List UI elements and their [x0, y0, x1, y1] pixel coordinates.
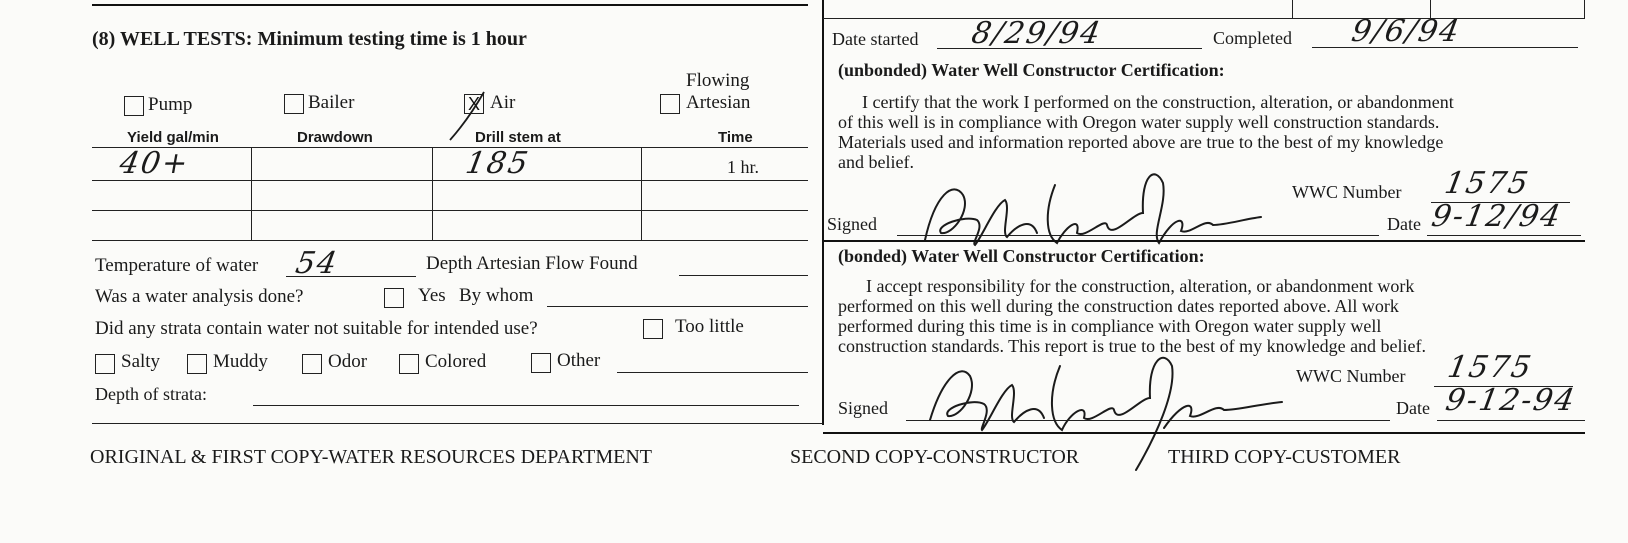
col-drill-stem-header: Drill stem at	[475, 129, 561, 146]
footer-copy-2: SECOND COPY-CONSTRUCTOR	[790, 446, 1080, 468]
bonded-line1: I accept responsibility for the construction, alteration, or abandonment work	[866, 276, 1415, 296]
depth-strata-label: Depth of strata:	[95, 384, 207, 404]
bonded-line2: performed on this well during the construction dates reported above. All work	[838, 296, 1399, 316]
air-label: Air	[490, 92, 516, 113]
footer-copy-1: ORIGINAL & FIRST COPY-WATER RESOURCES DEPARTMENT	[90, 446, 653, 468]
too-little-label: Too little	[675, 316, 744, 337]
bonded-wwc-value: 1575	[1444, 350, 1536, 385]
time-value: 1 hr.	[727, 157, 760, 177]
other-checkbox[interactable]	[531, 353, 551, 373]
analysis-label: Was a water analysis done?	[95, 286, 304, 307]
salty-label: Salty	[121, 351, 161, 372]
col-yield-header: Yield gal/min	[127, 129, 219, 146]
unbonded-line2: of this well is in compliance with Oregon water supply well construction standards.	[838, 112, 1440, 132]
unbonded-line3: Materials used and information reported above are true to the best of my knowledge	[838, 132, 1444, 152]
unbonded-signed-label: Signed	[827, 214, 878, 234]
col-time-header: Time	[718, 129, 753, 146]
bottom-border-left	[92, 423, 823, 424]
bonded-date-value: 9-12-94	[1442, 383, 1579, 418]
date-started-label: Date started	[832, 29, 919, 49]
pump-checkbox[interactable]	[124, 96, 144, 116]
odor-label: Odor	[328, 351, 368, 372]
center-divider	[822, 0, 824, 425]
colored-label: Colored	[425, 351, 487, 372]
too-little-checkbox[interactable]	[643, 319, 663, 339]
other-label: Other	[557, 350, 601, 371]
other-blank	[617, 372, 808, 373]
colored-checkbox[interactable]	[399, 354, 419, 374]
by-whom-label: By whom	[459, 285, 534, 306]
strata-question: Did any strata contain water not suitable for intended use?	[95, 318, 538, 339]
col-drawdown-header: Drawdown	[297, 129, 373, 146]
bonded-wwc-label: WWC Number	[1296, 366, 1406, 386]
by-whom-blank	[547, 306, 808, 307]
top-border-left	[92, 4, 808, 6]
unbonded-heading: (unbonded) Water Well Constructor Certification:	[838, 60, 1225, 80]
muddy-checkbox[interactable]	[187, 354, 207, 374]
top-box-bottom	[823, 18, 1585, 19]
odor-checkbox[interactable]	[302, 354, 322, 374]
flowing-label-line1: Flowing	[686, 70, 750, 91]
unbonded-date-blank	[1427, 235, 1581, 236]
top-box-div-3	[1584, 0, 1585, 18]
bailer-label: Bailer	[308, 92, 355, 113]
unbonded-date-label: Date	[1387, 214, 1421, 234]
table-line-1	[92, 147, 808, 148]
flowing-label-line2: Artesian	[686, 92, 751, 113]
depth-artesian-label: Depth Artesian Flow Found	[426, 253, 638, 274]
completed-label: Completed	[1213, 28, 1292, 48]
completed-value: 9/6/94	[1348, 14, 1464, 49]
table-col-2	[432, 147, 433, 240]
air-checkbox[interactable]: X	[464, 94, 484, 114]
bailer-checkbox[interactable]	[284, 94, 304, 114]
bonded-date-blank	[1437, 420, 1585, 421]
bonded-line3: performed during this time is in compliance with Oregon water supply well	[838, 316, 1382, 336]
unbonded-wwc-value: 1575	[1441, 166, 1533, 201]
table-col-3	[641, 147, 642, 240]
yes-label: Yes	[418, 285, 446, 306]
bonded-heading: (bonded) Water Well Constructor Certification:	[838, 246, 1205, 266]
footer-copy-3: THIRD COPY-CUSTOMER	[1168, 446, 1401, 468]
unbonded-signature	[905, 155, 1275, 260]
temperature-value: 54	[292, 246, 342, 281]
bottom-border-right	[823, 432, 1585, 434]
yield-value: 40+	[116, 146, 193, 181]
muddy-label: Muddy	[213, 351, 268, 372]
unbonded-line1: I certify that the work I performed on the construction, alteration, or abandonment	[862, 92, 1454, 112]
pump-label: Pump	[148, 94, 193, 115]
depth-artesian-blank	[679, 275, 808, 276]
bonded-line4: construction standards. This report is true to the best of my knowledge and belief.	[838, 336, 1427, 356]
bonded-signed-label: Signed	[838, 398, 889, 418]
date-started-value: 8/29/94	[968, 16, 1105, 51]
table-col-1	[251, 147, 252, 240]
salty-checkbox[interactable]	[95, 354, 115, 374]
table-line-4	[92, 240, 808, 241]
temperature-label: Temperature of water	[95, 255, 259, 276]
table-line-3	[92, 210, 808, 211]
analysis-yes-checkbox[interactable]	[384, 288, 404, 308]
bonded-date-label: Date	[1396, 398, 1430, 418]
unbonded-date-value: 9-12/94	[1428, 199, 1565, 234]
table-line-2	[92, 180, 808, 181]
top-box-div-1	[1292, 0, 1293, 18]
well-tests-heading: (8) WELL TESTS: Minimum testing time is 1 hour	[92, 28, 527, 50]
unbonded-wwc-label: WWC Number	[1292, 182, 1402, 202]
drill-stem-value: 185	[462, 146, 533, 181]
flowing-artesian-checkbox[interactable]	[660, 94, 680, 114]
unbonded-line4: and belief.	[838, 152, 914, 172]
cert-divider	[823, 240, 1585, 242]
depth-strata-blank	[253, 405, 799, 406]
